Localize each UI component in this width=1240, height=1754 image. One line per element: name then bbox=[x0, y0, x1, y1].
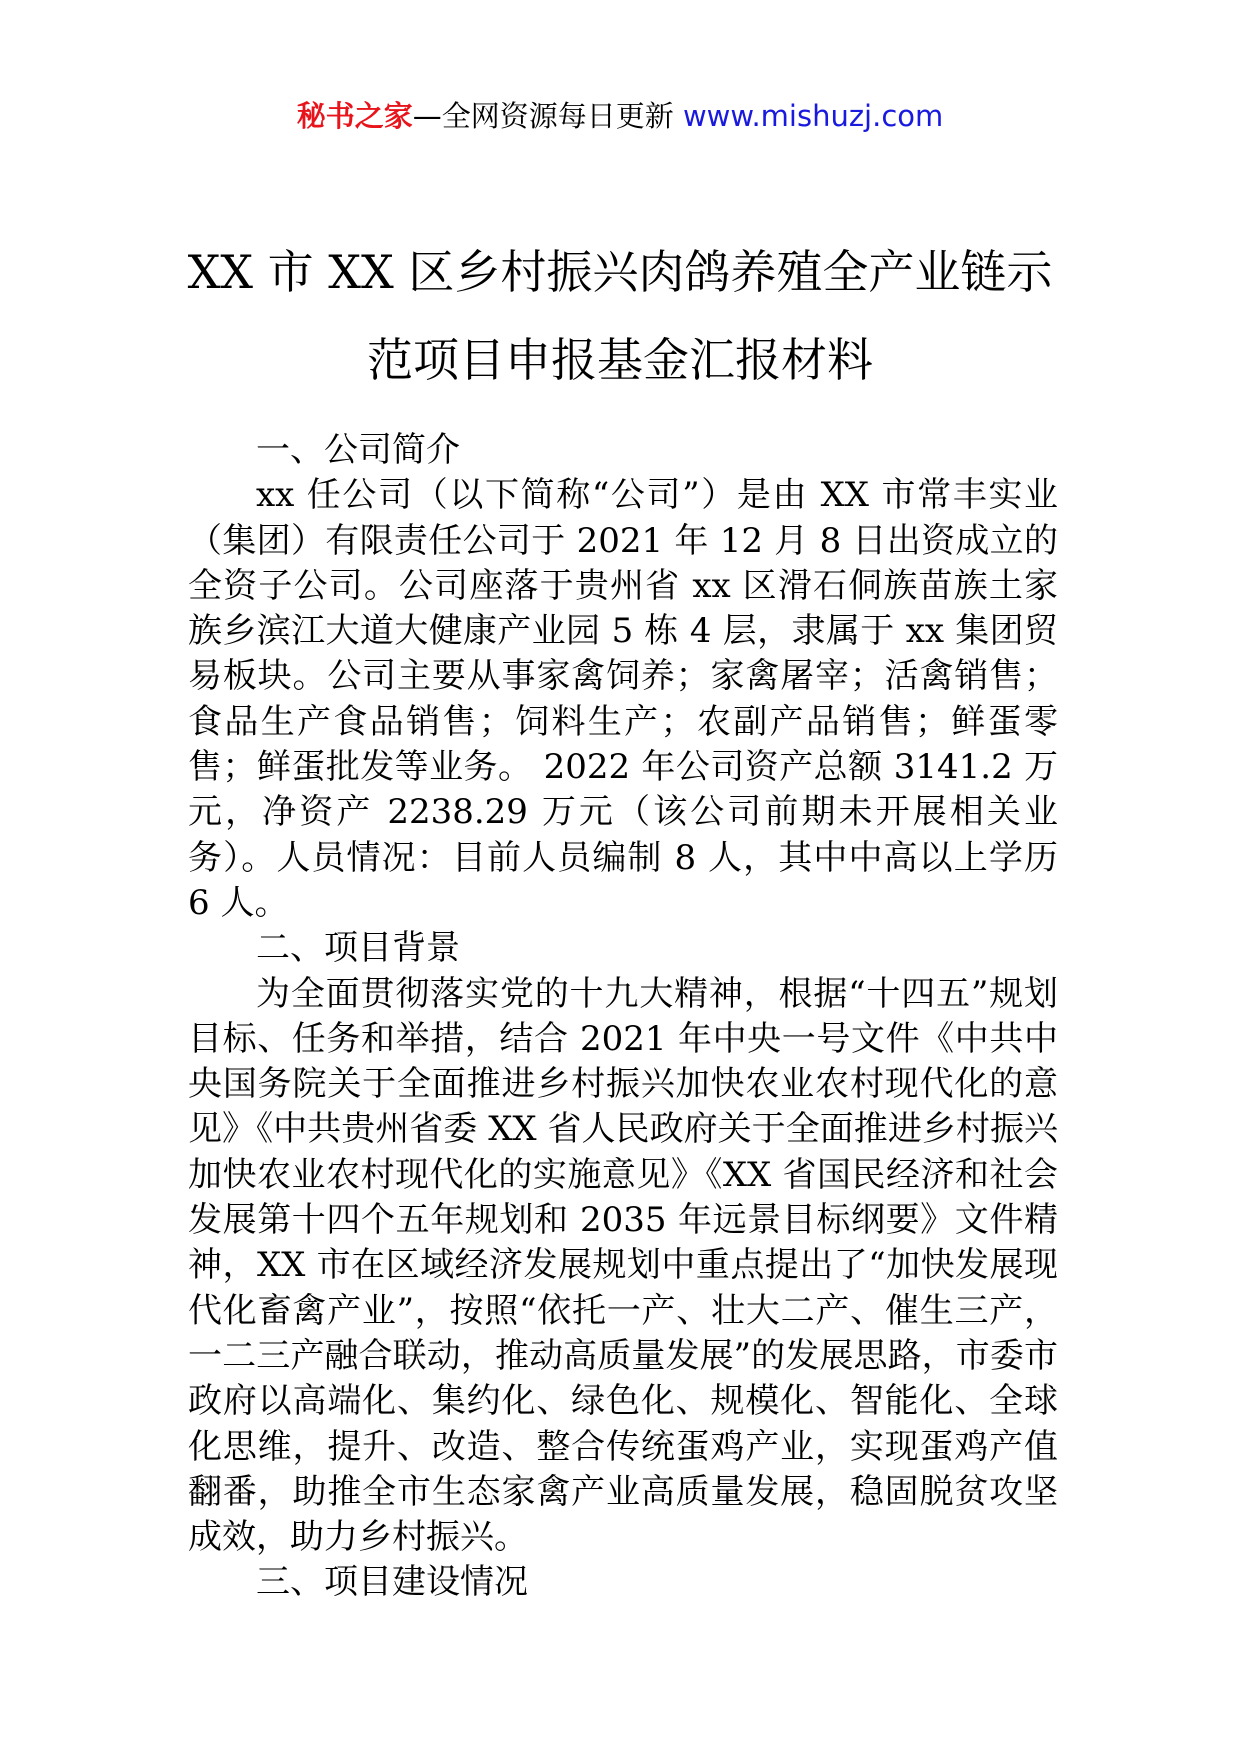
site-tagline: —全网资源每日更新 bbox=[412, 99, 683, 133]
site-url-link[interactable]: www.mishuzj.com bbox=[682, 99, 944, 133]
site-brand: 秘书之家 bbox=[296, 99, 413, 133]
section-heading-company-intro: 一、公司简介 bbox=[256, 430, 460, 470]
section-heading-project-background: 二、项目背景 bbox=[256, 928, 460, 969]
document-title bbox=[150, 228, 1090, 404]
section-heading-project-construction: 三、项目建设情况 bbox=[256, 1562, 528, 1603]
document-title-line-1: XX 市 XX 区乡村振兴肉鸽养殖全产业链示 bbox=[187, 245, 1053, 299]
document-title-line-2: 范项目申报基金汇报材料 bbox=[367, 333, 873, 387]
paragraph-company-intro: xx 任公司（以下简称“公司”）是由 XX 市常丰实业（集团）有限责任公司于 2021 年 12 月 8 日出资成立的全资子公司。公司座落于贵州省 xx 区滑石侗族苗族土家族乡滨江大道大健康产业园 5 栋 4 层，隶属于 xx 集团贸易板块。公司主要从事家禽饲养；家禽屠宰；活禽销售；食品生产食品销售；饲料生产；农副产品销售；鲜蛋零售；鲜蛋批发等业务。 2022 年公司资产总额 3141.2 万元，净资产 2238.29 万元（该公司前期未开展相关业务）。人员情况：目前人员编制 8 人，其中中高以上学历 6 人。 bbox=[188, 475, 1058, 923]
paragraph-project-background: 为全面贯彻落实党的十九大精神，根据“十四五”规划目标、任务和举措，结合 2021 年中央一号文件《中共中央国务院关于全面推进乡村振兴加快农业农村现代化的意见》《中共贵州省委 XX 省人民政府关于全面推进乡村振兴加快农业农村现代化的实施意见》《XX 省国民经济和社会发展第十四个五年规划和 2035 年远景目标纲要》文件精神，XX 市在区域经济发展规划中重点提出了“加快发展现代化畜禽产业”，按照“依托一产、壮大二产、催生三产，一二三产融合联动，推动高质量发展”的发展思路，市委市政府以高端化、集约化、绿色化、规模化、智能化、全球化思维，提升、改造、整合传统蛋鸡产业，实现蛋鸡产值翻番，助推全市生态家禽产业高质量发展，稳固脱贫攻坚成效，助力乡村振兴。 bbox=[188, 973, 1058, 1558]
site-header-banner bbox=[0, 98, 1240, 134]
document-body bbox=[188, 428, 1058, 1606]
